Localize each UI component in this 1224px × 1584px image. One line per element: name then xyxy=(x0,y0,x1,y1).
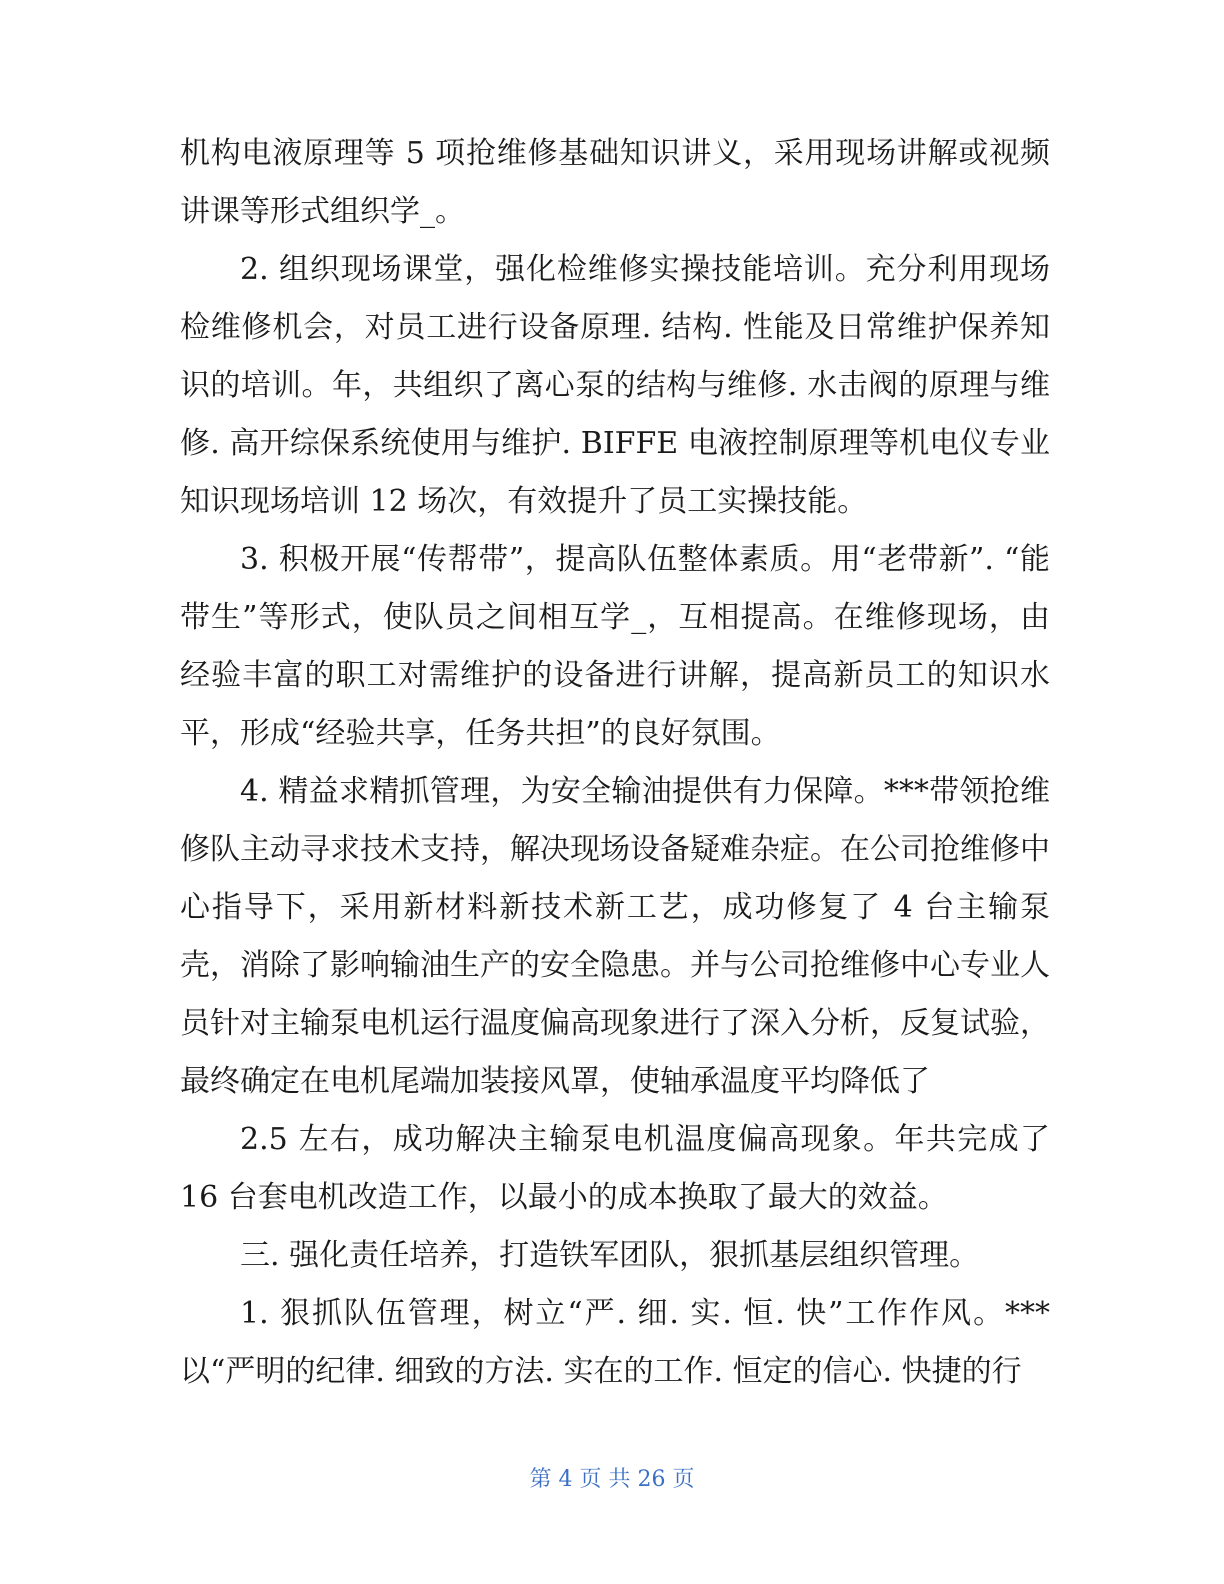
paragraph-item-4-continued: 2.5 左右，成功解决主输泵电机温度偏高现象。年共完成了 16 台套电机改造工作，以最小的成本换取了最大的效益。 xyxy=(180,1122,1050,1215)
document-body xyxy=(180,125,1050,1401)
paragraph-item-4: 4. 精益求精抓管理，为安全输油提供有力保障。***带领抢维修队主动寻求技术支持，解决现场设备疑难杂症。在公司抢维修中心指导下，采用新材料新技术新工艺，成功修复了 4 台主输泵壳，消除了影响输油生产的安全隐患。并与公司抢维修中心专业人员针对主输泵电机运行温度偏高现象进行了深入分析，反复试验，最终确定在电机尾端加装接风罩，使轴承温度平均降低了 xyxy=(180,774,1050,1099)
paragraph-item-2: 2. 组织现场课堂，强化检维修实操技能培训。充分利用现场检维修机会，对员工进行设备原理. 结构. 性能及日常维护保养知识的培训。年，共组织了离心泵的结构与维修. 水击阀的原理与维修. 高开综保系统使用与维护. BIFFE 电液控制原理等机电仪专业知识现场培训 12 场次，有效提升了员工实操技能。 xyxy=(180,252,1050,519)
paragraph-continuation: 机构电液原理等 5 项抢维修基础知识讲义，采用现场讲解或视频讲课等形式组织学_。 xyxy=(180,136,1050,229)
section-heading-3: 三. 强化责任培养，打造铁军团队，狠抓基层组织管理。 xyxy=(240,1238,980,1273)
paragraph-section-3-item-1: 1. 狠抓队伍管理，树立“严. 细. 实. 恒. 快”工作作风。***以“严明的纪律. 细致的方法. 实在的工作. 恒定的信心. 快捷的行 xyxy=(180,1296,1050,1389)
page-number-footer: 第 4 页 共 26 页 xyxy=(529,1467,695,1492)
paragraph-item-3: 3. 积极开展“传帮带”，提高队伍整体素质。用“老带新”. “能带生”等形式，使队员之间相互学_，互相提高。在维修现场，由经验丰富的职工对需维护的设备进行讲解，提高新员工的知识水平，形成“经验共享，任务共担”的良好氛围。 xyxy=(180,542,1050,751)
